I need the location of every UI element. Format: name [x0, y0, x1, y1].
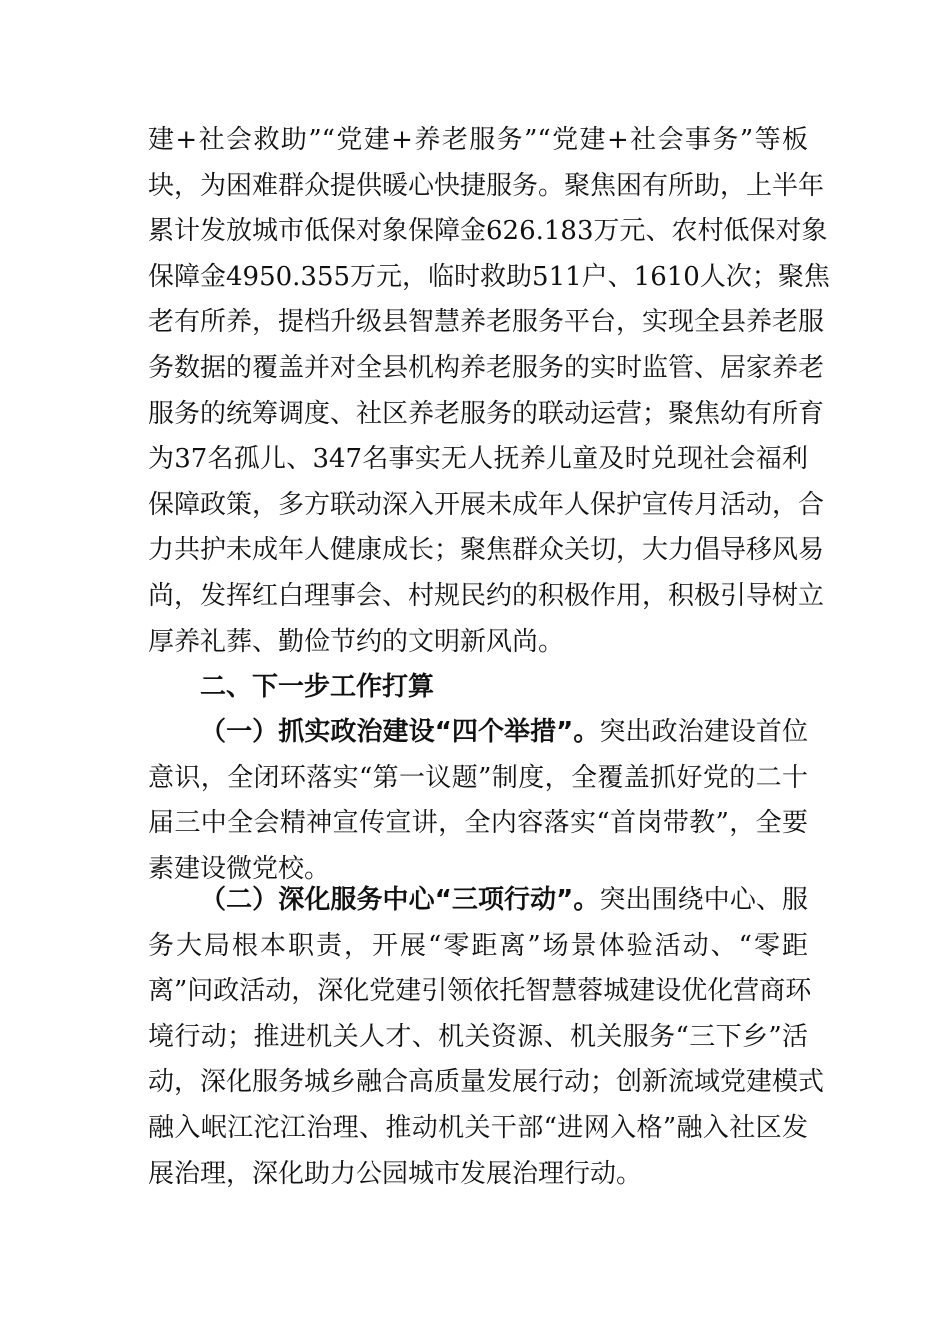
text-line: 动，深化服务城乡融合高质量发展行动；创新流域党建模式 [148, 1067, 825, 1098]
text-line: 建+社会救助”“党建+养老服务”“党建+社会事务”等板 [148, 125, 808, 155]
text-line [148, 878, 808, 924]
subsection-title-political-building: （一）抓实政治建设“四个举措”。 [200, 717, 600, 747]
text-fragment: 突出围绕中心、服 [599, 885, 808, 915]
text-line: 务大局根本职责，开展“零距离”场景体验活动、“零距 [148, 930, 808, 961]
text-line: 为37名孤儿、347名事实无人抚养儿童及时兑现社会福利 [148, 444, 808, 475]
section-heading-next-steps [148, 665, 808, 711]
text-line: 老有所养，提档升级县智慧养老服务平台，实现全县养老服 [148, 307, 825, 338]
text-line: 力共护未成年人健康成长；聚焦群众关切，大力倡导移风易 [148, 535, 825, 566]
paragraph-social-assistance [148, 118, 830, 665]
text-line: 素建设微党校。 [148, 853, 331, 884]
text-line: 境行动；推进机关人才、机关资源、机关服务“三下乡”活 [148, 1021, 808, 1052]
text-line: 累计发放城市低保对象保障金626.183万元、农村低保对象 [148, 216, 828, 247]
text-line: 厚养礼葬、勤俭节约的文明新风尚。 [148, 626, 565, 657]
paragraph-political-building [148, 710, 808, 892]
text-line: 离”问政活动，深化党建引领依托智慧蓉城建设优化营商环 [148, 976, 812, 1007]
text-line: 尚，发挥红白理事会、村规民约的积极作用，积极引导树立 [148, 580, 825, 611]
paragraph-service-center [148, 878, 825, 1197]
text-line: 届三中全会精神宣传宣讲，全内容落实“首岗带教”，全要 [148, 808, 808, 839]
text-fragment: 突出政治建设首位 [599, 717, 808, 747]
text-line: 展治理，深化助力公园城市发展治理行动。 [148, 1158, 643, 1189]
text-line: 务数据的覆盖并对全县机构养老服务的实时监管、居家养老 [148, 352, 825, 383]
text-line: 融入岷江沱江治理、推动机关干部“进网入格”融入社区发 [148, 1112, 808, 1143]
text-line [148, 710, 808, 756]
text-line: 意识，全闭环落实“第一议题”制度，全覆盖抓好党的二十 [148, 762, 808, 793]
text-line: 服务的统筹调度、社区养老服务的联动运营；聚焦幼有所育 [148, 398, 825, 429]
text-line: 保障政策，多方联动深入开展未成年人保护宣传月活动，合 [148, 489, 825, 520]
text-line: 块，为困难群众提供暖心快捷服务。聚焦困有所助，上半年 [148, 170, 825, 201]
heading-next-steps: 二、下一步工作打算 [200, 672, 435, 702]
text-line: 保障金4950.355万元，临时救助511户、1610人次；聚焦 [148, 261, 830, 292]
subsection-title-service-center: （二）深化服务中心“三项行动”。 [200, 885, 600, 915]
